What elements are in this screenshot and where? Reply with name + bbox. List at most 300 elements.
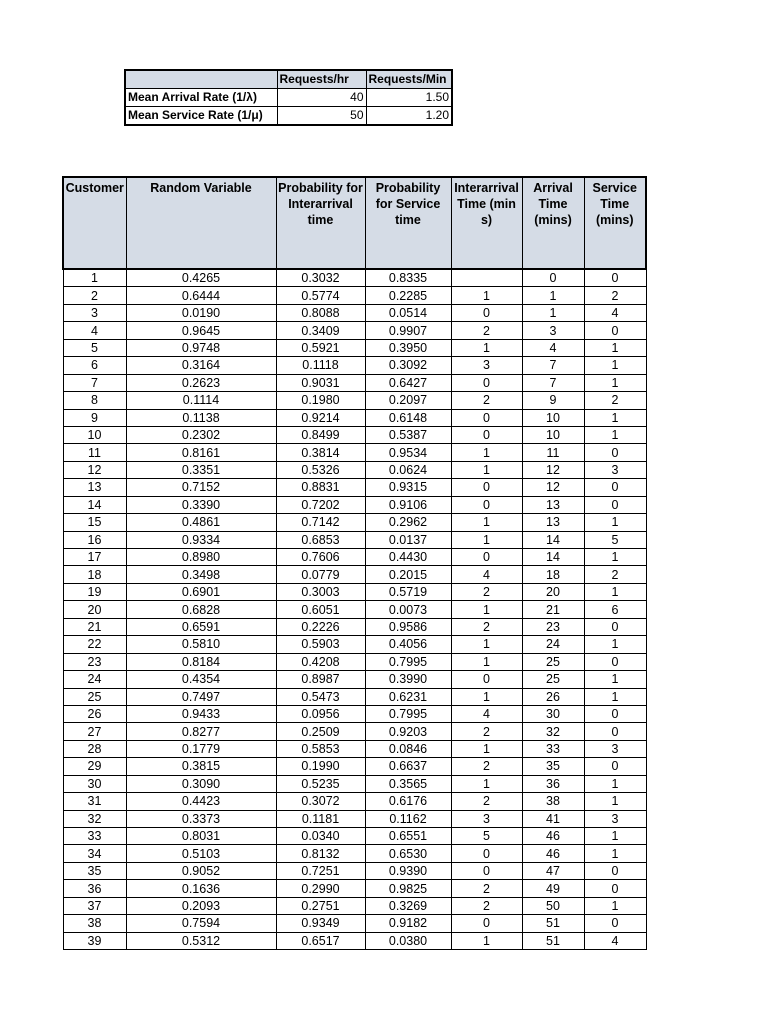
cell-interarrival-time: 0 bbox=[451, 549, 522, 566]
cell-customer: 10 bbox=[63, 426, 126, 443]
table-row bbox=[63, 723, 646, 740]
table-row bbox=[63, 531, 646, 548]
cell-service-time: 1 bbox=[584, 583, 646, 600]
cell-prob-service: 0.6551 bbox=[365, 828, 451, 845]
cell-customer: 32 bbox=[63, 810, 126, 827]
table-row bbox=[63, 514, 646, 531]
cell-customer: 14 bbox=[63, 496, 126, 513]
cell-prob-interarrival: 0.8088 bbox=[276, 304, 365, 321]
arrival-rate-per-min: 1.50 bbox=[366, 89, 452, 107]
cell-prob-service: 0.9586 bbox=[365, 618, 451, 635]
cell-random-variable: 0.7497 bbox=[126, 688, 276, 705]
service-rate-per-hr: 50 bbox=[277, 107, 366, 126]
cell-service-time: 1 bbox=[584, 357, 646, 374]
rates-header-per-hr: Requests/hr bbox=[277, 70, 366, 89]
table-row bbox=[63, 339, 646, 356]
cell-interarrival-time: 3 bbox=[451, 810, 522, 827]
cell-prob-service: 0.3565 bbox=[365, 775, 451, 792]
cell-prob-interarrival: 0.5235 bbox=[276, 775, 365, 792]
cell-prob-service: 0.9182 bbox=[365, 915, 451, 932]
cell-prob-service: 0.8335 bbox=[365, 269, 451, 287]
cell-random-variable: 0.9433 bbox=[126, 705, 276, 722]
cell-interarrival-time: 0 bbox=[451, 671, 522, 688]
cell-arrival-time: 49 bbox=[522, 880, 584, 897]
table-row bbox=[63, 357, 646, 374]
cell-prob-interarrival: 0.1181 bbox=[276, 810, 365, 827]
col-header-random-variable: Random Variable bbox=[126, 177, 276, 269]
cell-random-variable: 0.6901 bbox=[126, 583, 276, 600]
cell-service-time: 0 bbox=[584, 880, 646, 897]
cell-random-variable: 0.5103 bbox=[126, 845, 276, 862]
cell-prob-service: 0.6231 bbox=[365, 688, 451, 705]
cell-prob-service: 0.9315 bbox=[365, 479, 451, 496]
col-header-prob-interarrival: Probability for Interarrival time bbox=[276, 177, 365, 269]
cell-prob-service: 0.4430 bbox=[365, 549, 451, 566]
cell-random-variable: 0.4265 bbox=[126, 269, 276, 287]
cell-random-variable: 0.3498 bbox=[126, 566, 276, 583]
cell-prob-service: 0.9203 bbox=[365, 723, 451, 740]
cell-random-variable: 0.6828 bbox=[126, 601, 276, 618]
cell-customer: 35 bbox=[63, 862, 126, 879]
table-row bbox=[63, 269, 646, 287]
cell-service-time: 0 bbox=[584, 915, 646, 932]
table-row bbox=[63, 374, 646, 391]
cell-arrival-time: 50 bbox=[522, 897, 584, 914]
simulation-body bbox=[63, 269, 646, 950]
cell-arrival-time: 4 bbox=[522, 339, 584, 356]
cell-interarrival-time: 2 bbox=[451, 880, 522, 897]
table-row bbox=[63, 671, 646, 688]
cell-arrival-time: 51 bbox=[522, 915, 584, 932]
cell-prob-interarrival: 0.6853 bbox=[276, 531, 365, 548]
cell-customer: 4 bbox=[63, 322, 126, 339]
table-row bbox=[63, 601, 646, 618]
cell-arrival-time: 10 bbox=[522, 426, 584, 443]
cell-interarrival-time: 0 bbox=[451, 915, 522, 932]
cell-service-time: 0 bbox=[584, 322, 646, 339]
rates-table bbox=[124, 69, 453, 126]
table-row bbox=[63, 897, 646, 914]
table-row bbox=[63, 828, 646, 845]
table-row bbox=[63, 496, 646, 513]
cell-prob-service: 0.6148 bbox=[365, 409, 451, 426]
cell-prob-service: 0.9390 bbox=[365, 862, 451, 879]
cell-service-time: 1 bbox=[584, 374, 646, 391]
cell-customer: 2 bbox=[63, 287, 126, 304]
cell-interarrival-time: 2 bbox=[451, 392, 522, 409]
cell-random-variable: 0.2623 bbox=[126, 374, 276, 391]
cell-interarrival-time: 4 bbox=[451, 705, 522, 722]
cell-service-time: 2 bbox=[584, 287, 646, 304]
cell-random-variable: 0.5810 bbox=[126, 636, 276, 653]
cell-random-variable: 0.4423 bbox=[126, 793, 276, 810]
cell-prob-interarrival: 0.1980 bbox=[276, 392, 365, 409]
cell-prob-service: 0.7995 bbox=[365, 653, 451, 670]
cell-customer: 24 bbox=[63, 671, 126, 688]
table-row bbox=[63, 444, 646, 461]
cell-customer: 23 bbox=[63, 653, 126, 670]
table-row bbox=[63, 322, 646, 339]
cell-interarrival-time: 1 bbox=[451, 636, 522, 653]
cell-arrival-time: 7 bbox=[522, 357, 584, 374]
cell-service-time: 3 bbox=[584, 740, 646, 757]
cell-arrival-time: 12 bbox=[522, 461, 584, 478]
cell-interarrival-time: 2 bbox=[451, 723, 522, 740]
cell-prob-interarrival: 0.3072 bbox=[276, 793, 365, 810]
cell-customer: 25 bbox=[63, 688, 126, 705]
cell-customer: 11 bbox=[63, 444, 126, 461]
cell-customer: 17 bbox=[63, 549, 126, 566]
cell-random-variable: 0.3351 bbox=[126, 461, 276, 478]
cell-interarrival-time bbox=[451, 269, 522, 287]
cell-arrival-time: 14 bbox=[522, 531, 584, 548]
cell-random-variable: 0.8161 bbox=[126, 444, 276, 461]
table-row bbox=[63, 793, 646, 810]
rates-row-arrival bbox=[125, 89, 452, 107]
cell-service-time: 1 bbox=[584, 671, 646, 688]
cell-random-variable: 0.3090 bbox=[126, 775, 276, 792]
cell-interarrival-time: 0 bbox=[451, 862, 522, 879]
cell-service-time: 0 bbox=[584, 758, 646, 775]
table-row bbox=[63, 915, 646, 932]
cell-customer: 5 bbox=[63, 339, 126, 356]
table-row bbox=[63, 740, 646, 757]
cell-interarrival-time: 1 bbox=[451, 287, 522, 304]
cell-arrival-time: 9 bbox=[522, 392, 584, 409]
cell-arrival-time: 33 bbox=[522, 740, 584, 757]
arrival-rate-per-hr: 40 bbox=[277, 89, 366, 107]
cell-interarrival-time: 1 bbox=[451, 653, 522, 670]
cell-service-time: 0 bbox=[584, 444, 646, 461]
cell-prob-service: 0.0137 bbox=[365, 531, 451, 548]
cell-service-time: 1 bbox=[584, 793, 646, 810]
cell-prob-interarrival: 0.2509 bbox=[276, 723, 365, 740]
col-header-interarrival-time: Interarrival Time (mins) bbox=[451, 177, 522, 269]
cell-prob-interarrival: 0.8132 bbox=[276, 845, 365, 862]
cell-interarrival-time: 2 bbox=[451, 758, 522, 775]
cell-prob-interarrival: 0.7251 bbox=[276, 862, 365, 879]
cell-prob-service: 0.1162 bbox=[365, 810, 451, 827]
cell-customer: 22 bbox=[63, 636, 126, 653]
cell-interarrival-time: 0 bbox=[451, 409, 522, 426]
cell-customer: 20 bbox=[63, 601, 126, 618]
cell-customer: 3 bbox=[63, 304, 126, 321]
table-row bbox=[63, 618, 646, 635]
table-row bbox=[63, 287, 646, 304]
cell-service-time: 1 bbox=[584, 514, 646, 531]
table-row bbox=[63, 880, 646, 897]
cell-arrival-time: 3 bbox=[522, 322, 584, 339]
cell-prob-service: 0.0846 bbox=[365, 740, 451, 757]
simulation-header-row bbox=[63, 177, 646, 269]
cell-prob-interarrival: 0.0340 bbox=[276, 828, 365, 845]
cell-prob-service: 0.6427 bbox=[365, 374, 451, 391]
cell-prob-interarrival: 0.3814 bbox=[276, 444, 365, 461]
cell-arrival-time: 26 bbox=[522, 688, 584, 705]
service-rate-label: Mean Service Rate (1/μ) bbox=[125, 107, 277, 126]
cell-prob-service: 0.6530 bbox=[365, 845, 451, 862]
cell-prob-service: 0.0514 bbox=[365, 304, 451, 321]
cell-prob-interarrival: 0.7142 bbox=[276, 514, 365, 531]
cell-random-variable: 0.9334 bbox=[126, 531, 276, 548]
cell-prob-service: 0.2015 bbox=[365, 566, 451, 583]
cell-arrival-time: 35 bbox=[522, 758, 584, 775]
cell-random-variable: 0.4861 bbox=[126, 514, 276, 531]
cell-customer: 6 bbox=[63, 357, 126, 374]
cell-arrival-time: 10 bbox=[522, 409, 584, 426]
cell-service-time: 1 bbox=[584, 688, 646, 705]
cell-customer: 12 bbox=[63, 461, 126, 478]
cell-arrival-time: 13 bbox=[522, 496, 584, 513]
cell-interarrival-time: 1 bbox=[451, 444, 522, 461]
cell-interarrival-time: 1 bbox=[451, 775, 522, 792]
table-row bbox=[63, 583, 646, 600]
cell-service-time: 0 bbox=[584, 618, 646, 635]
cell-random-variable: 0.5312 bbox=[126, 932, 276, 949]
service-rate-per-min: 1.20 bbox=[366, 107, 452, 126]
cell-prob-interarrival: 0.3003 bbox=[276, 583, 365, 600]
cell-prob-interarrival: 0.5473 bbox=[276, 688, 365, 705]
cell-prob-service: 0.5719 bbox=[365, 583, 451, 600]
cell-customer: 37 bbox=[63, 897, 126, 914]
cell-prob-interarrival: 0.5903 bbox=[276, 636, 365, 653]
cell-customer: 29 bbox=[63, 758, 126, 775]
cell-customer: 21 bbox=[63, 618, 126, 635]
cell-service-time: 3 bbox=[584, 810, 646, 827]
cell-prob-interarrival: 0.1118 bbox=[276, 357, 365, 374]
cell-prob-interarrival: 0.3409 bbox=[276, 322, 365, 339]
cell-interarrival-time: 0 bbox=[451, 496, 522, 513]
table-row bbox=[63, 775, 646, 792]
cell-arrival-time: 1 bbox=[522, 287, 584, 304]
cell-prob-service: 0.6637 bbox=[365, 758, 451, 775]
cell-interarrival-time: 1 bbox=[451, 601, 522, 618]
cell-arrival-time: 18 bbox=[522, 566, 584, 583]
cell-prob-service: 0.0624 bbox=[365, 461, 451, 478]
cell-prob-interarrival: 0.6051 bbox=[276, 601, 365, 618]
cell-prob-interarrival: 0.8987 bbox=[276, 671, 365, 688]
cell-interarrival-time: 1 bbox=[451, 740, 522, 757]
cell-interarrival-time: 1 bbox=[451, 461, 522, 478]
cell-prob-interarrival: 0.8831 bbox=[276, 479, 365, 496]
cell-service-time: 2 bbox=[584, 392, 646, 409]
table-row bbox=[63, 409, 646, 426]
table-row bbox=[63, 566, 646, 583]
cell-service-time: 4 bbox=[584, 304, 646, 321]
cell-customer: 39 bbox=[63, 932, 126, 949]
cell-interarrival-time: 0 bbox=[451, 426, 522, 443]
cell-service-time: 6 bbox=[584, 601, 646, 618]
cell-service-time: 0 bbox=[584, 705, 646, 722]
cell-random-variable: 0.0190 bbox=[126, 304, 276, 321]
cell-arrival-time: 36 bbox=[522, 775, 584, 792]
cell-prob-service: 0.0380 bbox=[365, 932, 451, 949]
table-row bbox=[63, 304, 646, 321]
cell-service-time: 1 bbox=[584, 409, 646, 426]
cell-prob-service: 0.9907 bbox=[365, 322, 451, 339]
cell-service-time: 2 bbox=[584, 566, 646, 583]
cell-prob-interarrival: 0.9349 bbox=[276, 915, 365, 932]
cell-service-time: 1 bbox=[584, 549, 646, 566]
cell-customer: 26 bbox=[63, 705, 126, 722]
cell-customer: 34 bbox=[63, 845, 126, 862]
cell-arrival-time: 51 bbox=[522, 932, 584, 949]
cell-random-variable: 0.1114 bbox=[126, 392, 276, 409]
cell-random-variable: 0.1779 bbox=[126, 740, 276, 757]
cell-arrival-time: 46 bbox=[522, 828, 584, 845]
cell-arrival-time: 25 bbox=[522, 671, 584, 688]
cell-service-time: 0 bbox=[584, 496, 646, 513]
cell-customer: 9 bbox=[63, 409, 126, 426]
arrival-rate-label: Mean Arrival Rate (1/λ) bbox=[125, 89, 277, 107]
cell-service-time: 4 bbox=[584, 932, 646, 949]
cell-interarrival-time: 5 bbox=[451, 828, 522, 845]
cell-prob-service: 0.0073 bbox=[365, 601, 451, 618]
cell-prob-interarrival: 0.5326 bbox=[276, 461, 365, 478]
cell-random-variable: 0.1636 bbox=[126, 880, 276, 897]
cell-interarrival-time: 0 bbox=[451, 304, 522, 321]
cell-prob-service: 0.3269 bbox=[365, 897, 451, 914]
cell-prob-interarrival: 0.6517 bbox=[276, 932, 365, 949]
table-row bbox=[63, 845, 646, 862]
cell-random-variable: 0.9645 bbox=[126, 322, 276, 339]
cell-random-variable: 0.3373 bbox=[126, 810, 276, 827]
cell-arrival-time: 38 bbox=[522, 793, 584, 810]
cell-interarrival-time: 2 bbox=[451, 618, 522, 635]
cell-random-variable: 0.9748 bbox=[126, 339, 276, 356]
cell-arrival-time: 23 bbox=[522, 618, 584, 635]
cell-prob-service: 0.6176 bbox=[365, 793, 451, 810]
cell-arrival-time: 32 bbox=[522, 723, 584, 740]
cell-prob-interarrival: 0.8499 bbox=[276, 426, 365, 443]
cell-prob-interarrival: 0.2226 bbox=[276, 618, 365, 635]
table-row bbox=[63, 653, 646, 670]
col-header-prob-service: Probability for Service time bbox=[365, 177, 451, 269]
cell-prob-service: 0.2962 bbox=[365, 514, 451, 531]
cell-interarrival-time: 1 bbox=[451, 688, 522, 705]
cell-service-time: 3 bbox=[584, 461, 646, 478]
cell-customer: 8 bbox=[63, 392, 126, 409]
cell-customer: 7 bbox=[63, 374, 126, 391]
table-row bbox=[63, 426, 646, 443]
cell-prob-service: 0.9534 bbox=[365, 444, 451, 461]
cell-arrival-time: 12 bbox=[522, 479, 584, 496]
cell-prob-interarrival: 0.1990 bbox=[276, 758, 365, 775]
rates-header-row bbox=[125, 70, 452, 89]
cell-interarrival-time: 3 bbox=[451, 357, 522, 374]
cell-customer: 15 bbox=[63, 514, 126, 531]
cell-arrival-time: 13 bbox=[522, 514, 584, 531]
cell-interarrival-time: 1 bbox=[451, 932, 522, 949]
cell-prob-interarrival: 0.5853 bbox=[276, 740, 365, 757]
cell-prob-service: 0.4056 bbox=[365, 636, 451, 653]
cell-random-variable: 0.8277 bbox=[126, 723, 276, 740]
cell-arrival-time: 14 bbox=[522, 549, 584, 566]
cell-service-time: 0 bbox=[584, 862, 646, 879]
cell-prob-interarrival: 0.5774 bbox=[276, 287, 365, 304]
cell-service-time: 1 bbox=[584, 775, 646, 792]
cell-arrival-time: 41 bbox=[522, 810, 584, 827]
cell-interarrival-time: 1 bbox=[451, 514, 522, 531]
cell-prob-interarrival: 0.2751 bbox=[276, 897, 365, 914]
cell-random-variable: 0.3164 bbox=[126, 357, 276, 374]
cell-service-time: 5 bbox=[584, 531, 646, 548]
cell-customer: 27 bbox=[63, 723, 126, 740]
cell-prob-interarrival: 0.4208 bbox=[276, 653, 365, 670]
cell-arrival-time: 1 bbox=[522, 304, 584, 321]
simulation-table bbox=[62, 176, 647, 950]
cell-prob-service: 0.2097 bbox=[365, 392, 451, 409]
cell-prob-service: 0.7995 bbox=[365, 705, 451, 722]
rates-row-service bbox=[125, 107, 452, 126]
table-row bbox=[63, 636, 646, 653]
cell-prob-service: 0.2285 bbox=[365, 287, 451, 304]
table-row bbox=[63, 705, 646, 722]
table-row bbox=[63, 688, 646, 705]
cell-random-variable: 0.4354 bbox=[126, 671, 276, 688]
cell-prob-service: 0.5387 bbox=[365, 426, 451, 443]
cell-random-variable: 0.6444 bbox=[126, 287, 276, 304]
cell-arrival-time: 46 bbox=[522, 845, 584, 862]
cell-arrival-time: 21 bbox=[522, 601, 584, 618]
cell-arrival-time: 0 bbox=[522, 269, 584, 287]
cell-interarrival-time: 2 bbox=[451, 897, 522, 914]
cell-random-variable: 0.7594 bbox=[126, 915, 276, 932]
cell-service-time: 1 bbox=[584, 426, 646, 443]
cell-customer: 13 bbox=[63, 479, 126, 496]
cell-prob-interarrival: 0.5921 bbox=[276, 339, 365, 356]
table-row bbox=[63, 932, 646, 949]
cell-prob-interarrival: 0.0779 bbox=[276, 566, 365, 583]
cell-random-variable: 0.8980 bbox=[126, 549, 276, 566]
cell-interarrival-time: 0 bbox=[451, 479, 522, 496]
cell-arrival-time: 30 bbox=[522, 705, 584, 722]
cell-arrival-time: 11 bbox=[522, 444, 584, 461]
table-row bbox=[63, 862, 646, 879]
cell-prob-service: 0.3990 bbox=[365, 671, 451, 688]
rates-header-per-min: Requests/Min bbox=[366, 70, 452, 89]
cell-interarrival-time: 2 bbox=[451, 583, 522, 600]
cell-customer: 36 bbox=[63, 880, 126, 897]
cell-customer: 19 bbox=[63, 583, 126, 600]
cell-interarrival-time: 0 bbox=[451, 845, 522, 862]
cell-random-variable: 0.2093 bbox=[126, 897, 276, 914]
cell-arrival-time: 20 bbox=[522, 583, 584, 600]
cell-prob-service: 0.9825 bbox=[365, 880, 451, 897]
cell-service-time: 0 bbox=[584, 653, 646, 670]
cell-random-variable: 0.3815 bbox=[126, 758, 276, 775]
cell-arrival-time: 47 bbox=[522, 862, 584, 879]
col-header-service-time: Service Time (mins) bbox=[584, 177, 646, 269]
cell-customer: 38 bbox=[63, 915, 126, 932]
cell-random-variable: 0.6591 bbox=[126, 618, 276, 635]
cell-interarrival-time: 1 bbox=[451, 339, 522, 356]
cell-service-time: 0 bbox=[584, 269, 646, 287]
rates-header-blank bbox=[125, 70, 277, 89]
cell-prob-interarrival: 0.7202 bbox=[276, 496, 365, 513]
cell-arrival-time: 7 bbox=[522, 374, 584, 391]
table-row bbox=[63, 392, 646, 409]
cell-customer: 1 bbox=[63, 269, 126, 287]
cell-service-time: 1 bbox=[584, 339, 646, 356]
cell-random-variable: 0.8184 bbox=[126, 653, 276, 670]
table-row bbox=[63, 479, 646, 496]
cell-service-time: 1 bbox=[584, 845, 646, 862]
cell-arrival-time: 25 bbox=[522, 653, 584, 670]
cell-interarrival-time: 4 bbox=[451, 566, 522, 583]
cell-prob-interarrival: 0.0956 bbox=[276, 705, 365, 722]
cell-interarrival-time: 2 bbox=[451, 322, 522, 339]
